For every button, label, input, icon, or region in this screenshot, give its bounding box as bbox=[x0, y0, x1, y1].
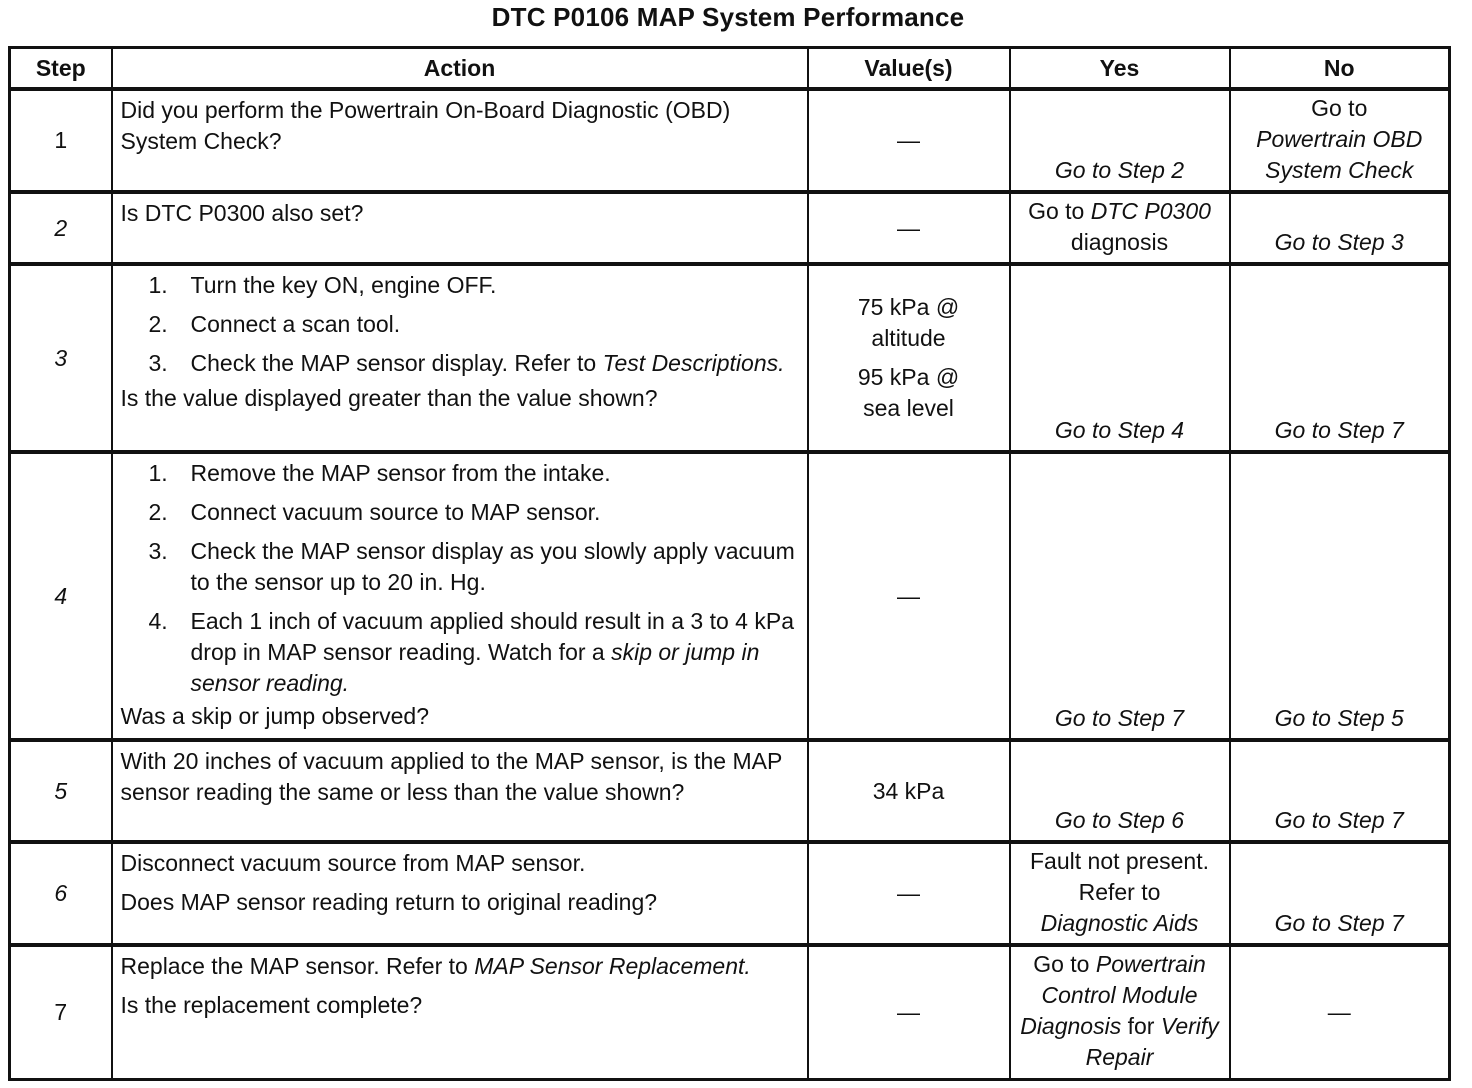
action-steps bbox=[121, 270, 801, 379]
list-number: 3. bbox=[148, 538, 168, 564]
yes-prefix: Go to bbox=[1028, 198, 1085, 224]
italic-text: skip or jump in sensor reading. bbox=[190, 639, 760, 696]
table-row bbox=[10, 945, 1450, 1079]
list-number: 1. bbox=[148, 460, 168, 486]
value-cell bbox=[808, 264, 1010, 452]
value-cell: — bbox=[808, 452, 1010, 740]
step-number: 1 bbox=[10, 89, 112, 192]
yes-cell: Go to Step 7 bbox=[1010, 452, 1230, 740]
list-text: Check the MAP sensor display as you slowly apply vacuum to the sensor up to 20 in. Hg. bbox=[190, 538, 795, 595]
no-cell bbox=[1230, 89, 1450, 192]
step-number: 4 bbox=[10, 452, 112, 740]
yes-reference: DTC P0300 bbox=[1090, 198, 1211, 224]
list-item bbox=[121, 348, 801, 379]
table-row bbox=[10, 452, 1450, 740]
step-number: 2 bbox=[10, 192, 112, 264]
table-row bbox=[10, 89, 1450, 192]
table-row bbox=[10, 192, 1450, 264]
list-item bbox=[121, 458, 801, 489]
value-cell: — bbox=[808, 192, 1010, 264]
table-row bbox=[10, 842, 1450, 945]
page-title: DTC P0106 MAP System Performance bbox=[491, 2, 965, 32]
list-number: 2. bbox=[148, 499, 168, 525]
yes-connector: for bbox=[1127, 1013, 1155, 1040]
list-number: 2. bbox=[148, 311, 168, 337]
list-item bbox=[121, 536, 801, 598]
no-reference: Powertrain OBD System Check bbox=[1256, 126, 1423, 183]
question-text: Is the replacement complete? bbox=[120, 992, 423, 1018]
header-values: Value(s) bbox=[808, 48, 1010, 90]
yes-reference: Diagnostic Aids bbox=[1040, 910, 1199, 936]
yes-prefix: Go to bbox=[1033, 951, 1090, 978]
action-prefix: Replace the MAP sensor. Refer to bbox=[120, 953, 468, 979]
no-cell: Go to Step 7 bbox=[1230, 740, 1450, 842]
list-item bbox=[121, 309, 801, 340]
action-cell bbox=[112, 945, 808, 1079]
yes-reference-2: Verify Repair bbox=[1085, 1013, 1219, 1071]
step-number: 6 bbox=[10, 842, 112, 945]
action-reference: MAP Sensor Replacement bbox=[474, 953, 745, 979]
value-cell: — bbox=[808, 89, 1010, 192]
header-row bbox=[10, 48, 1450, 90]
value-line: altitude bbox=[871, 325, 946, 351]
yes-cell bbox=[1010, 945, 1230, 1079]
no-cell: Go to Step 7 bbox=[1230, 842, 1450, 945]
header-step: Step bbox=[10, 48, 112, 90]
list-number: 1. bbox=[148, 272, 168, 298]
yes-line: Refer to bbox=[1078, 879, 1161, 905]
action-cell bbox=[112, 842, 808, 945]
list-item bbox=[121, 497, 801, 528]
step-number: 5 bbox=[10, 740, 112, 842]
yes-suffix: diagnosis bbox=[1070, 229, 1169, 255]
yes-line: Fault not present. bbox=[1030, 848, 1209, 874]
action-cell: Is DTC P0300 also set? bbox=[112, 192, 808, 264]
action-line: Disconnect vacuum source from MAP sensor. bbox=[120, 850, 586, 876]
value-line: 75 kPa @ bbox=[857, 294, 960, 320]
step-number: 7 bbox=[10, 945, 112, 1079]
list-number: 4. bbox=[148, 608, 168, 634]
reference-text: Test Descriptions bbox=[602, 350, 779, 376]
no-cell: Go to Step 7 bbox=[1230, 264, 1450, 452]
question-text: Does MAP sensor reading return to original reading? bbox=[120, 889, 658, 915]
yes-cell: Go to Step 2 bbox=[1010, 89, 1230, 192]
no-cell: — bbox=[1230, 945, 1450, 1079]
list-number: 3. bbox=[148, 350, 168, 376]
header-action: Action bbox=[112, 48, 808, 90]
value-cell: 34 kPa bbox=[808, 740, 1010, 842]
yes-cell: Go to Step 6 bbox=[1010, 740, 1230, 842]
list-text: Remove the MAP sensor from the intake. bbox=[190, 460, 611, 486]
value-line: sea level bbox=[863, 395, 954, 421]
value-line: 95 kPa @ bbox=[857, 364, 960, 390]
action-cell: With 20 inches of vacuum applied to the MAP sensor, is the MAP sensor reading the same or less than the value shown? bbox=[112, 740, 808, 842]
action-cell bbox=[112, 452, 808, 740]
no-cell: Go to Step 3 bbox=[1230, 192, 1450, 264]
list-text: Each 1 inch of vacuum applied should result in a 3 to 4 kPa drop in MAP sensor reading. Watch for a bbox=[190, 608, 794, 665]
diagnostic-table bbox=[8, 46, 1451, 1081]
yes-reference: Powertrain Control Module Diagnosis bbox=[1020, 951, 1206, 1040]
yes-cell bbox=[1010, 842, 1230, 945]
list-tail: . bbox=[778, 350, 785, 376]
value-cell: — bbox=[808, 842, 1010, 945]
table-row bbox=[10, 264, 1450, 452]
action-tail: . bbox=[744, 953, 751, 979]
value-cell: — bbox=[808, 945, 1010, 1079]
action-steps bbox=[121, 458, 801, 699]
list-text: Connect a scan tool. bbox=[190, 311, 401, 337]
header-yes: Yes bbox=[1010, 48, 1230, 90]
table-row bbox=[10, 740, 1450, 842]
question-text: Was a skip or jump observed? bbox=[120, 703, 430, 729]
list-item bbox=[121, 270, 801, 301]
list-text: Check the MAP sensor display. Refer to bbox=[190, 350, 597, 376]
list-text: Turn the key ON, engine OFF. bbox=[190, 272, 497, 298]
question-text: Is the value displayed greater than the value shown? bbox=[120, 385, 658, 411]
action-cell: Did you perform the Powertrain On-Board Diagnostic (OBD) System Check? bbox=[112, 89, 808, 192]
list-text: Connect vacuum source to MAP sensor. bbox=[190, 499, 601, 525]
yes-cell: Go to Step 4 bbox=[1010, 264, 1230, 452]
yes-cell bbox=[1010, 192, 1230, 264]
no-prefix: Go to bbox=[1311, 95, 1368, 121]
list-item bbox=[121, 606, 801, 699]
step-number: 3 bbox=[10, 264, 112, 452]
header-no: No bbox=[1230, 48, 1450, 90]
no-cell: Go to Step 5 bbox=[1230, 452, 1450, 740]
action-cell bbox=[112, 264, 808, 452]
